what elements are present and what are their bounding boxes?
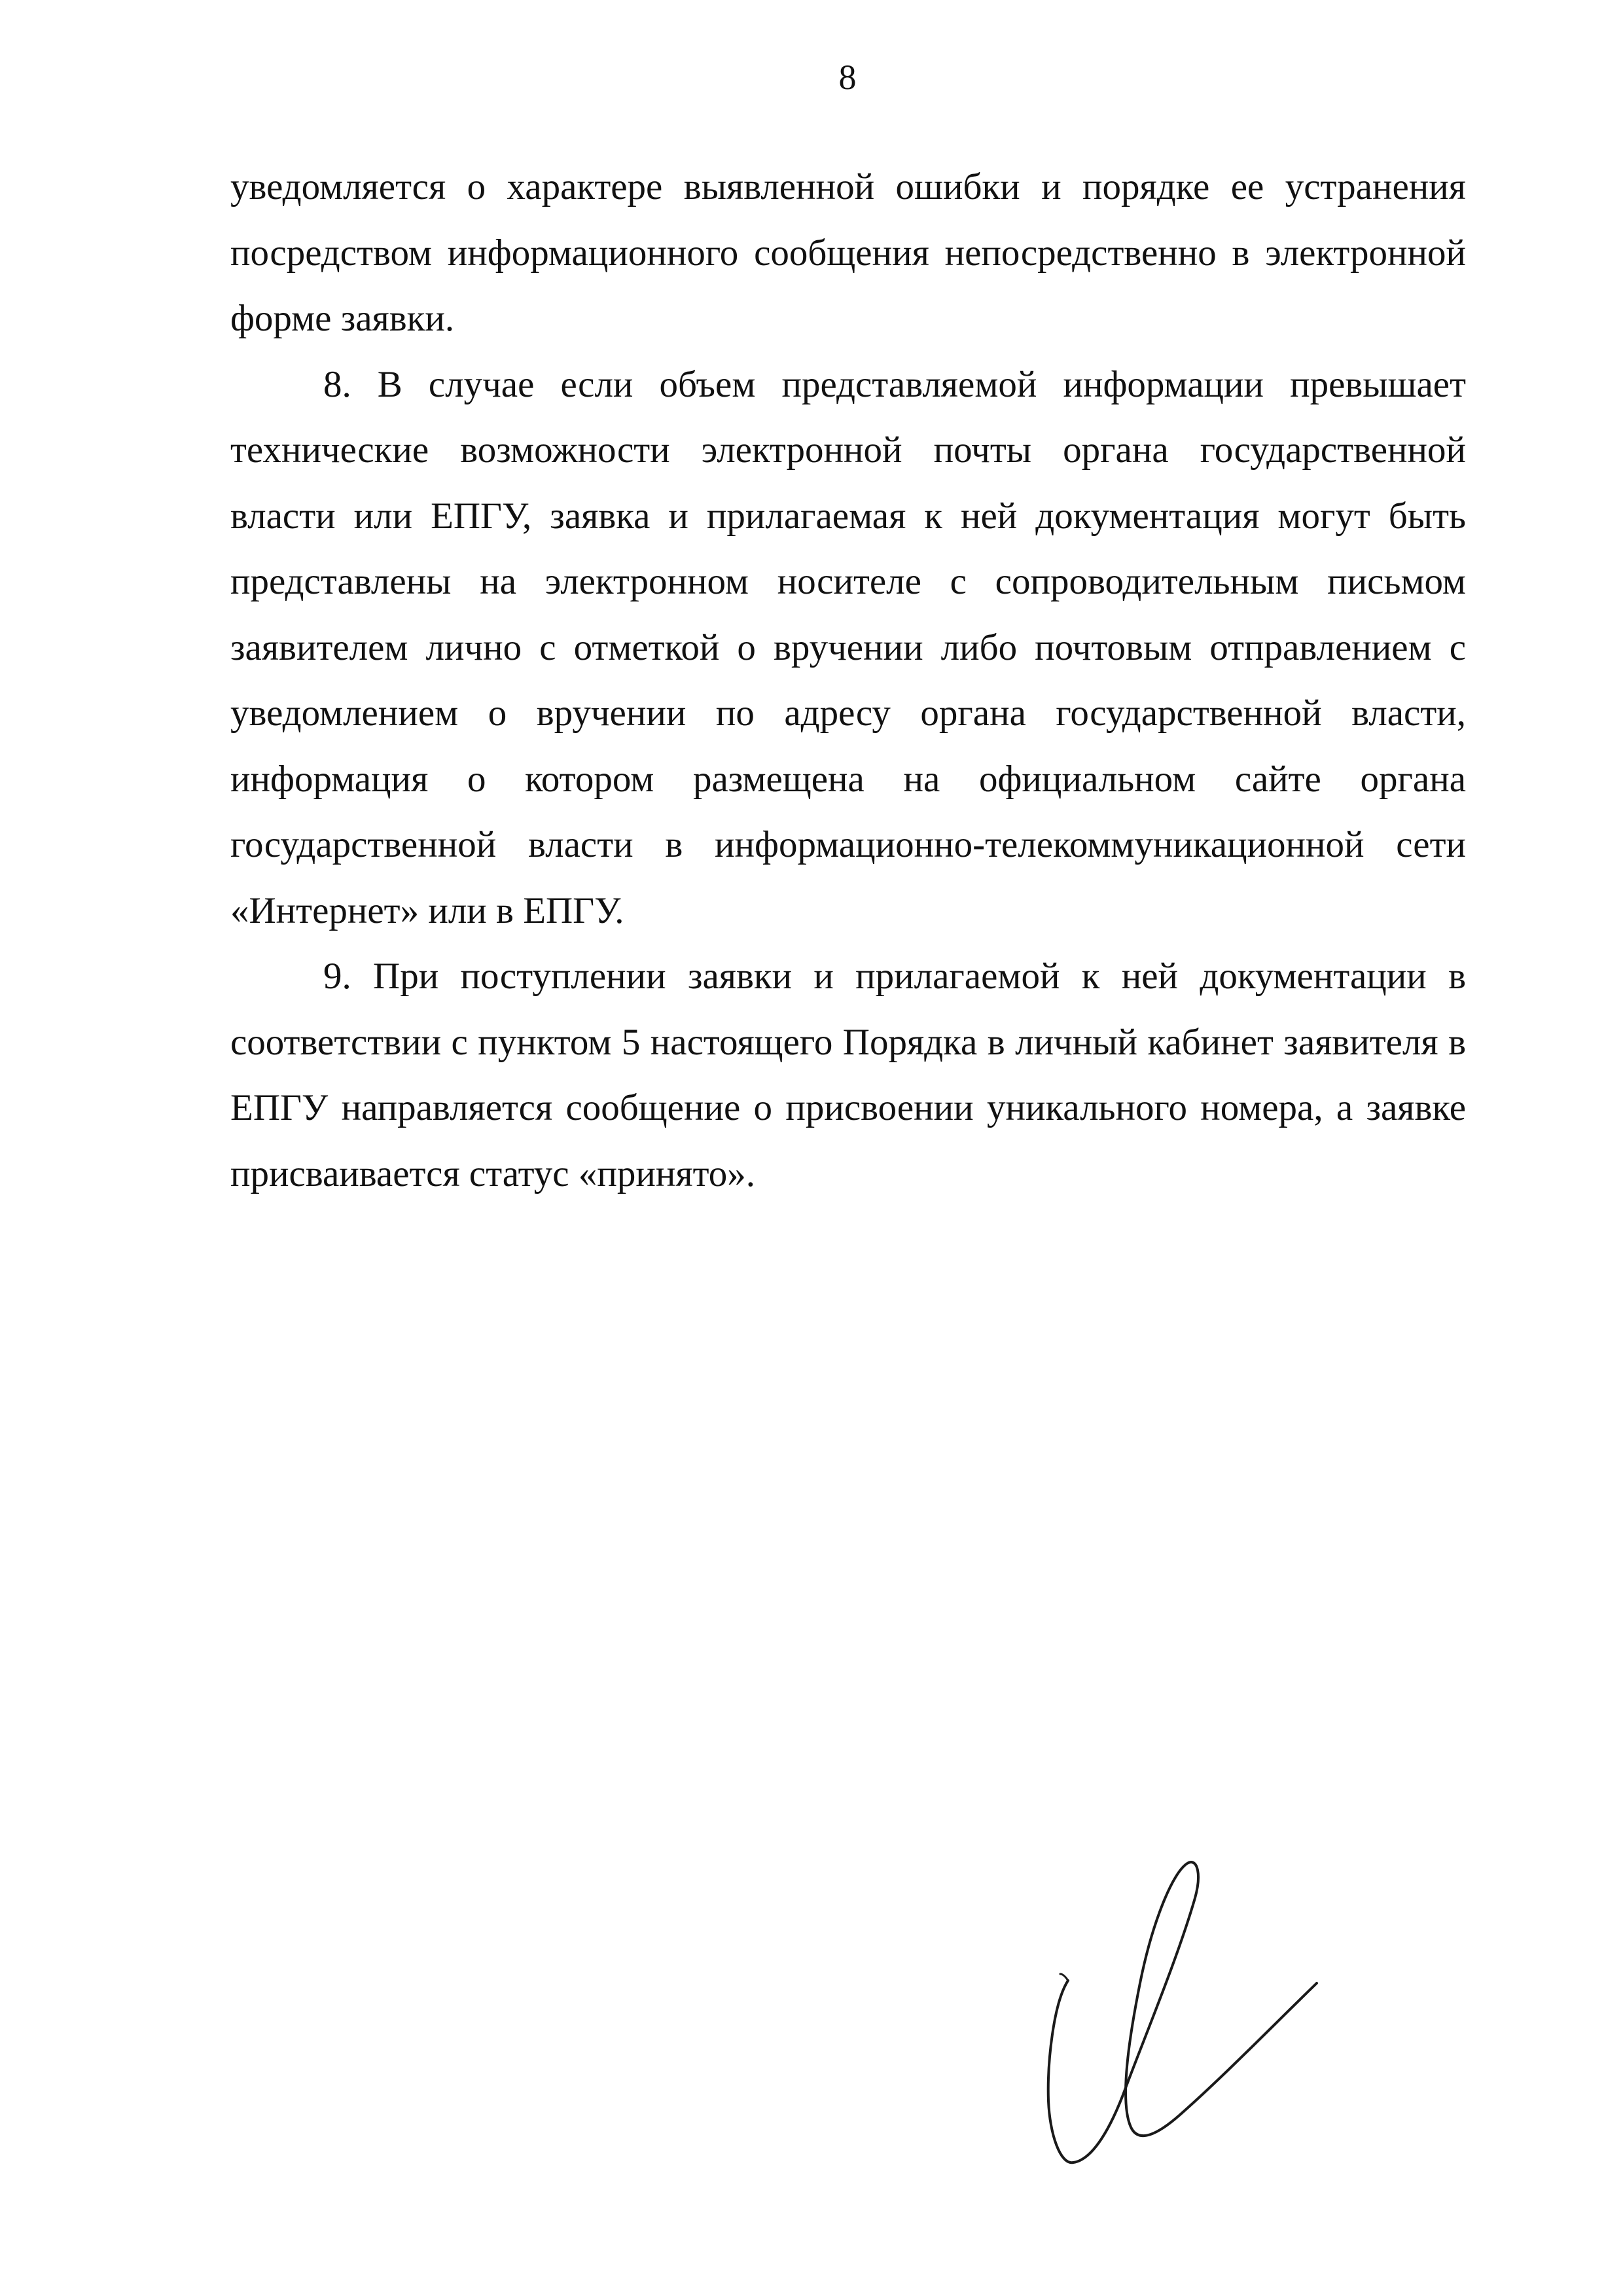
paragraph-item-8: 8. В случае если объем представляемой информации превышает технические возможности электронной почты органа государственной власти или ЕПГУ, заявка и прилагаемая к ней документация могут быть представлены на электронном носителе с сопроводительным письмом заявителем лично с отметкой о вручении либо почтовым отправлением с уведомлением о вручении по адресу органа государственной власти, информация о котором размещена на официальном сайте органа государственной власти в информационно-телекоммуникационной сети «Интернет» или в ЕПГУ. xyxy=(230,363,1466,931)
handwritten-signature xyxy=(1034,1852,1335,2179)
paragraph-item-9: 9. При поступлении заявки и прилагаемой к ней документации в соответствии с пунктом 5 настоящего Порядка в личный кабинет заявителя в ЕПГУ направляется сообщение о присвоении уникального номера, а заявке присваивается статус «принято». xyxy=(230,956,1466,1194)
paragraph-continuation: уведомляется о характере выявленной ошибки и порядке ее устранения посредством информационного сообщения непосредственно в электронной форме заявки. xyxy=(230,166,1466,339)
document-body xyxy=(230,154,1466,1207)
page-number: 8 xyxy=(838,58,857,97)
